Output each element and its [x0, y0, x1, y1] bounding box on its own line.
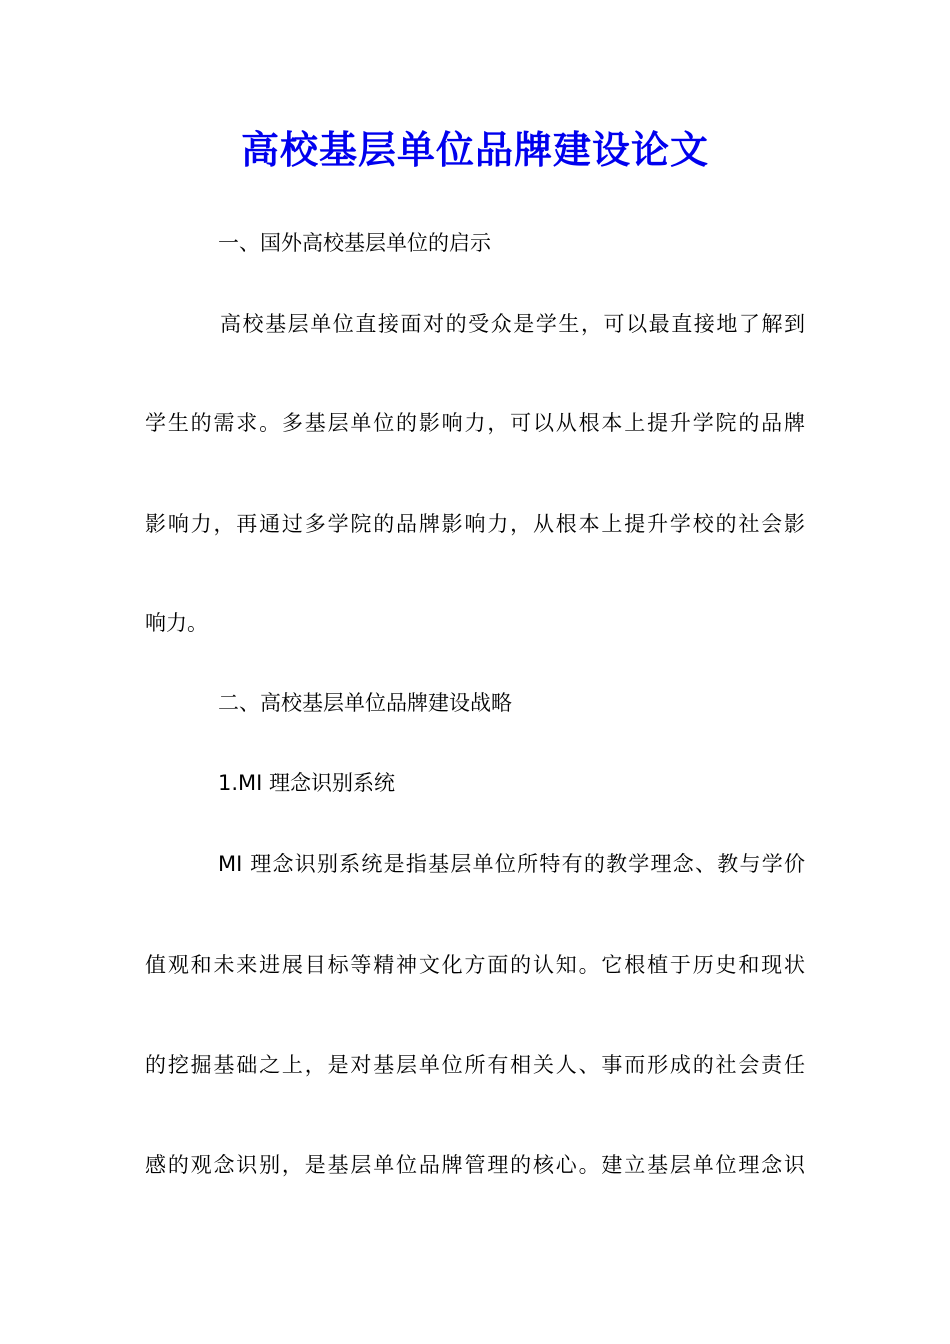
- document-title: 高校基层单位品牌建设论文: [240, 127, 709, 172]
- paragraph-2-line-2: 值观和未来进展目标等精神文化方面的认知。它根植于历史和现状: [145, 953, 805, 977]
- paragraph-1-line-2: 学生的需求。多基层单位的影响力，可以从根本上提升学院的品牌: [145, 411, 805, 435]
- section-heading-2: 二、高校基层单位品牌建设战略: [218, 691, 512, 715]
- paragraph-1-line-4: 响力。: [145, 611, 208, 635]
- section-heading-1: 一、国外高校基层单位的启示: [218, 231, 491, 255]
- paragraph-1-line-3: 影响力，再通过多学院的品牌影响力，从根本上提升学校的社会影: [145, 512, 805, 536]
- paragraph-2-line-4: 感的观念识别，是基层单位品牌管理的核心。建立基层单位理念识: [145, 1153, 805, 1177]
- paragraph-2-line-3: 的挖掘基础之上，是对基层单位所有相关人、事而形成的社会责任: [145, 1053, 805, 1077]
- paragraph-2-line-1: MI 理念识别系统是指基层单位所特有的教学理念、教与学价: [218, 852, 805, 876]
- paragraph-1-line-1: 高校基层单位直接面对的受众是学生，可以最直接地了解到: [220, 312, 805, 336]
- subsection-heading-2-1: 1.MI 理念识别系统: [218, 771, 396, 795]
